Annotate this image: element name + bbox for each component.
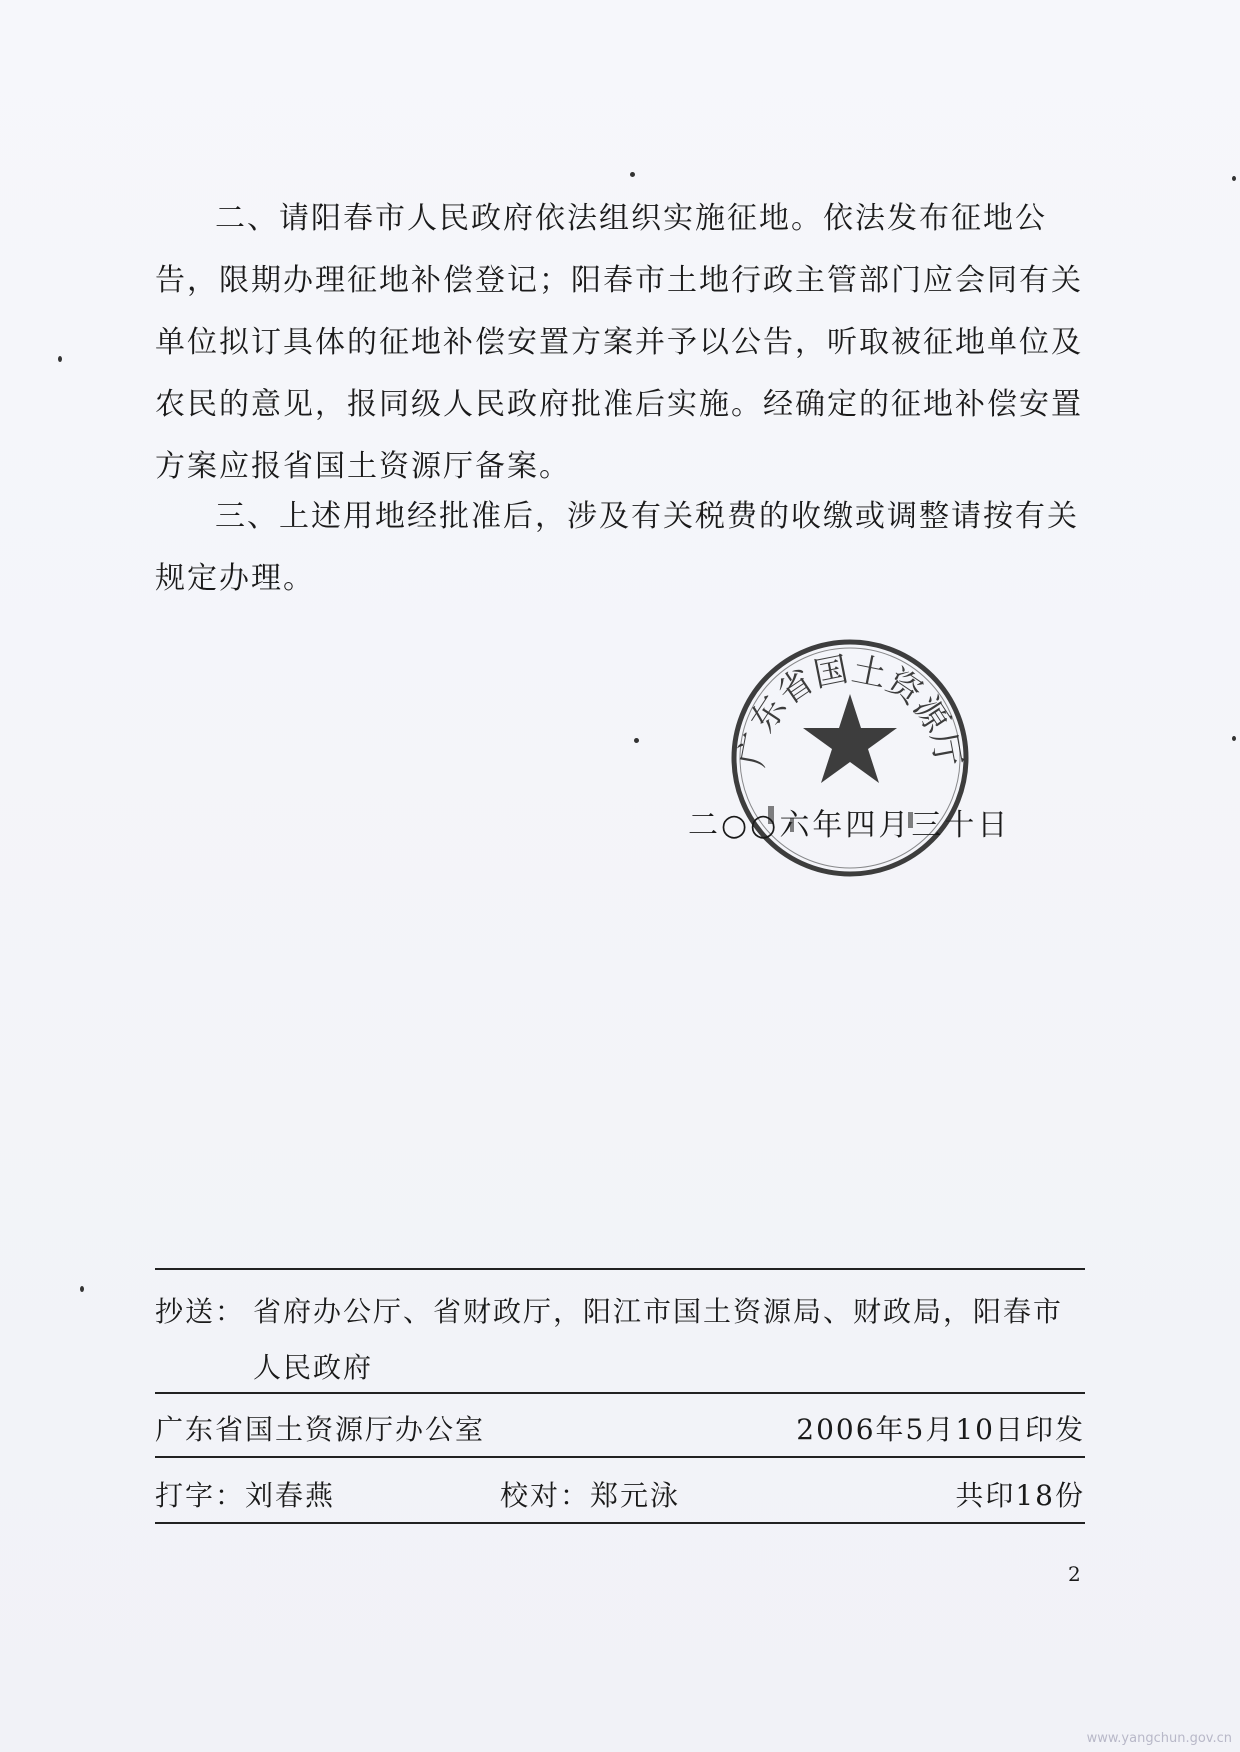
page-number: 2 <box>1068 1562 1081 1586</box>
seal-star-icon <box>803 694 897 783</box>
scan-speck <box>634 738 639 743</box>
copies-count: 共印18份 <box>955 1479 1085 1512</box>
scan-speck <box>1232 736 1236 741</box>
seal-text: 广东省国土资源厅 <box>731 649 969 771</box>
signature-date: 二○○六年四月三十日 <box>688 808 1011 843</box>
scan-speck <box>1232 176 1236 181</box>
cc-label: 抄送： <box>155 1295 246 1328</box>
cc-recipients: 省府办公厅、省财政厅，阳江市国土资源局、财政局，阳春市人民政府 <box>253 1295 1064 1384</box>
site-watermark: www.yangchun.gov.cn <box>1086 1731 1232 1746</box>
issue-date: 2006年5月10日印发 <box>796 1413 1085 1446</box>
body-paragraph-item-2 <box>155 188 1085 498</box>
body-paragraph-item-2-text: 二、请阳春市人民政府依法组织实施征地。依法发布征地公告，限期办理征地补偿登记；阳春市土地行政主管部门应会同有关单位拟订具体的征地补偿安置方案并予以公告，听取被征地单位及农民的意见，报同级人民政府批准后实施。经确定的征地补偿安置方案应报省国土资源厅备案。 <box>155 201 1083 484</box>
footer-rule-cc <box>155 1392 1085 1394</box>
proofreader: 校对：郑元泳 <box>500 1479 681 1512</box>
footer-rule-top <box>155 1268 1085 1270</box>
typist: 打字：刘春燕 <box>155 1479 336 1512</box>
scan-speck <box>58 356 62 362</box>
footer-rule-bottom <box>155 1522 1085 1524</box>
issuing-office: 广东省国土资源厅办公室 <box>155 1413 486 1446</box>
scan-speck <box>630 172 635 177</box>
scan-speck <box>80 1286 84 1292</box>
body-paragraph-item-3-text: 三、上述用地经批准后，涉及有关税费的收缴或调整请按有关规定办理。 <box>155 499 1079 596</box>
footer-rule-issuer <box>155 1456 1085 1458</box>
body-paragraph-item-3 <box>155 486 1085 610</box>
